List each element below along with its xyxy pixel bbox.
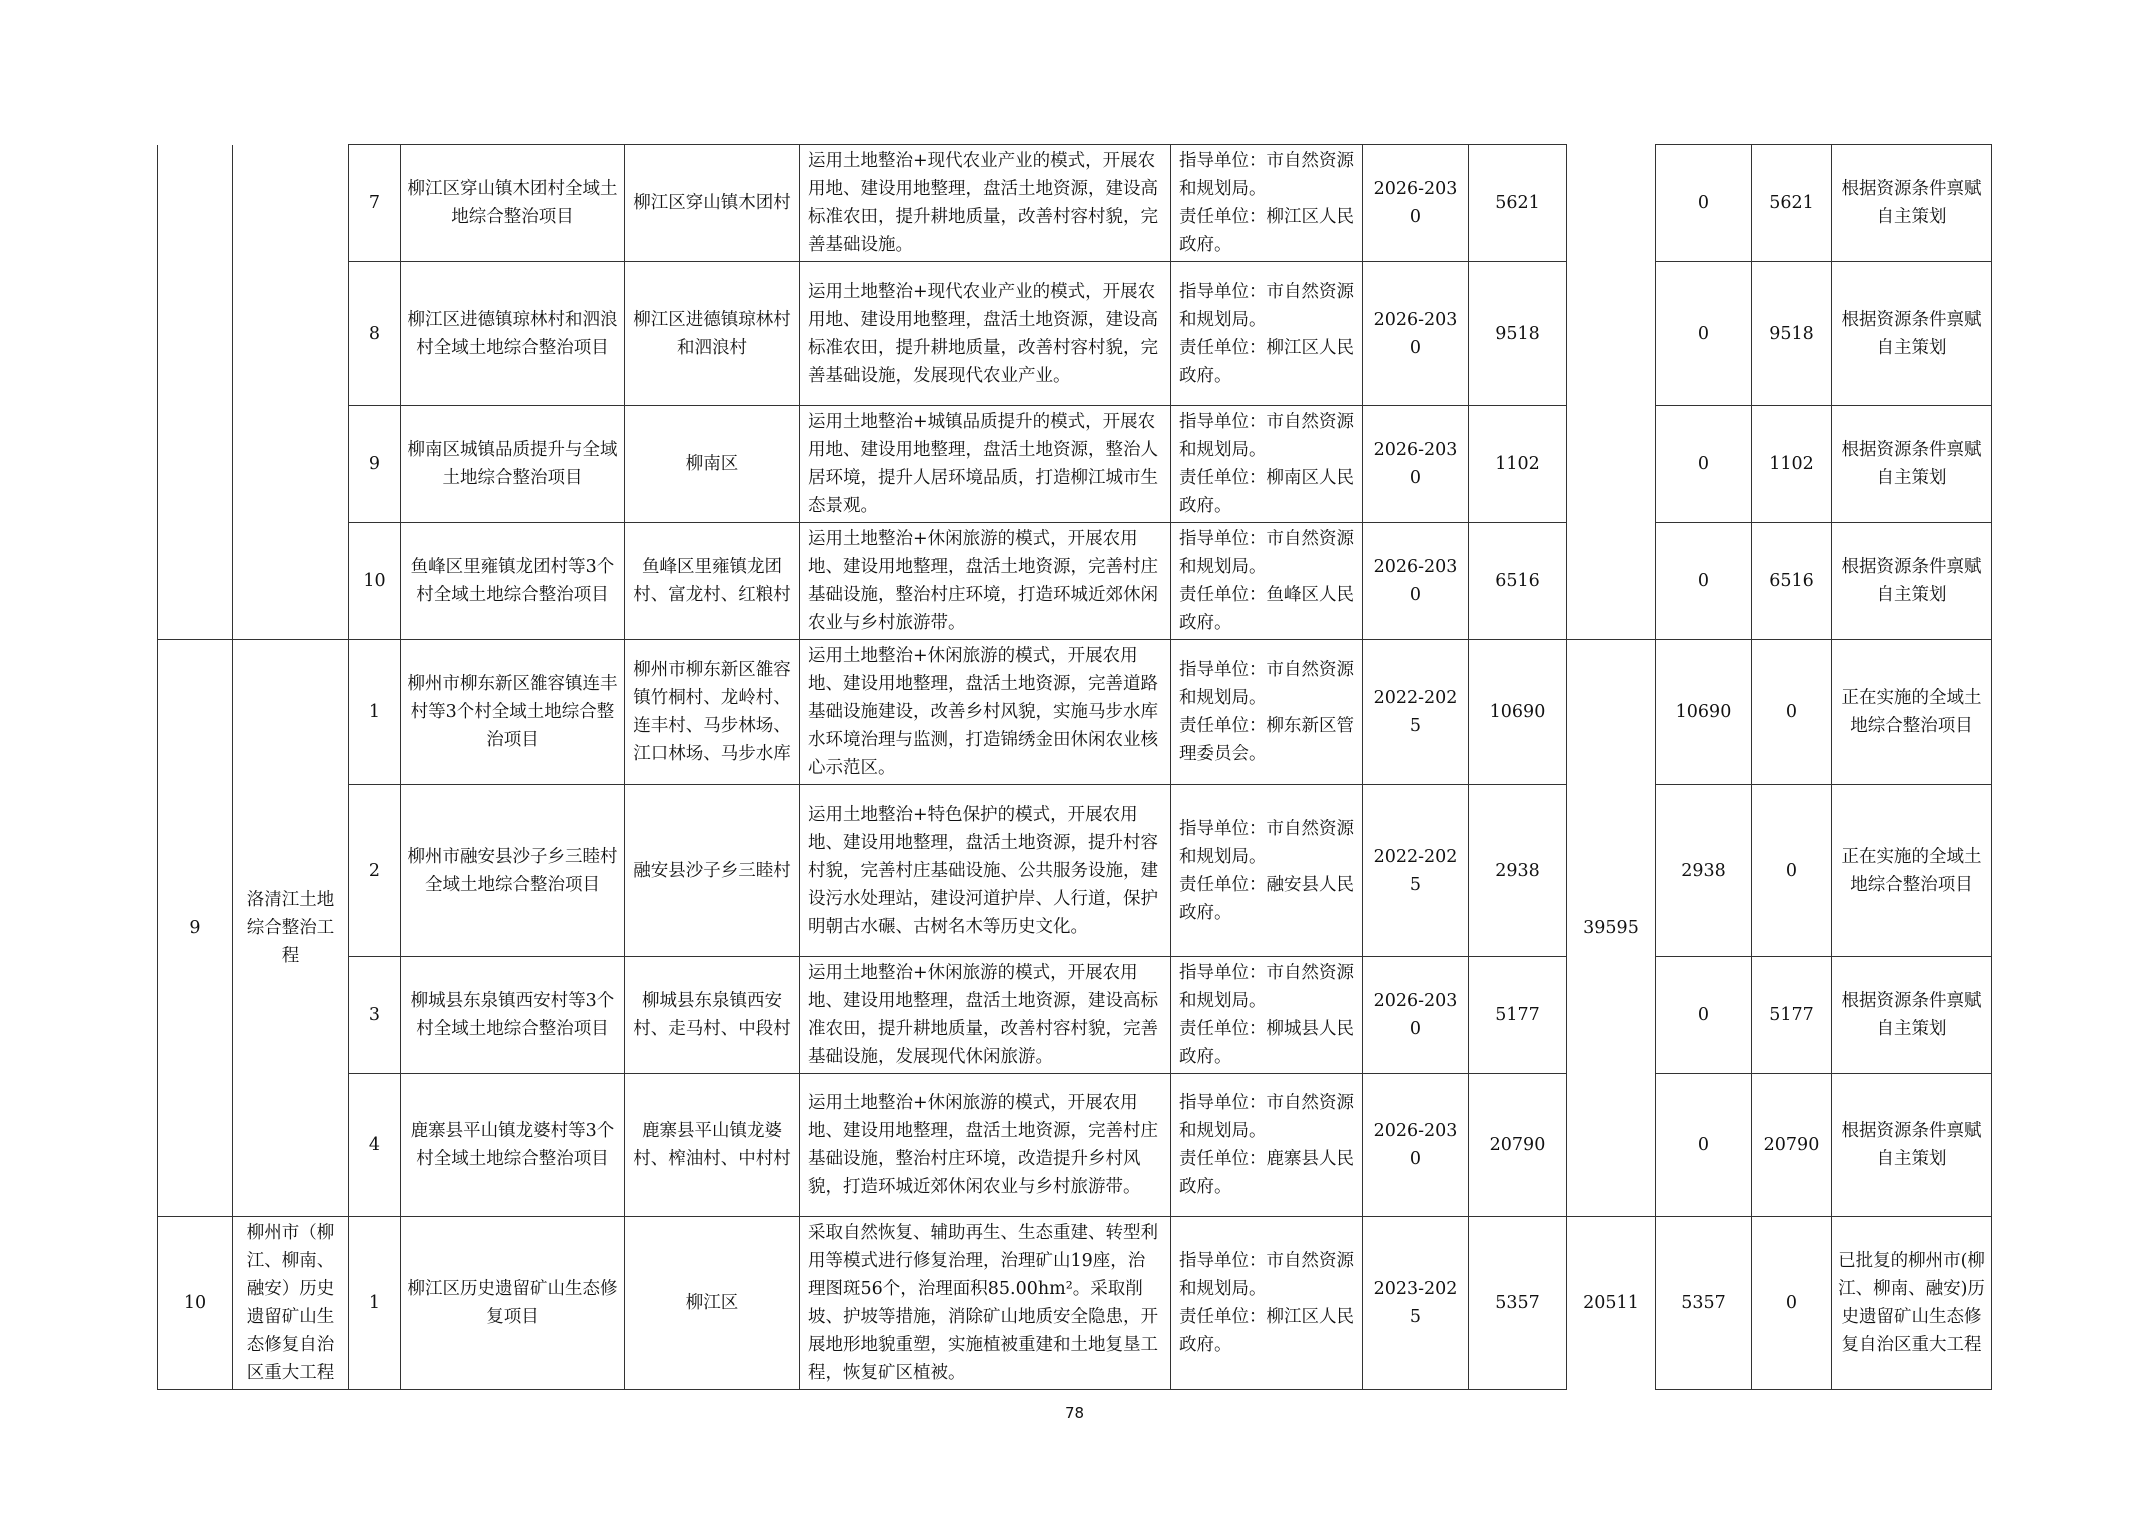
investment: 6516 xyxy=(1469,523,1567,640)
row-no: 2 xyxy=(349,785,401,957)
group-total: 20511 xyxy=(1567,1217,1656,1390)
project-location: 柳州市柳东新区雒容镇竹桐村、龙岭村、连丰村、马步林场、江口林场、马步水库 xyxy=(625,640,800,785)
investment: 5357 xyxy=(1469,1217,1567,1390)
remaining-investment: 5621 xyxy=(1752,145,1832,262)
table-row xyxy=(158,406,1992,523)
responsible-units: 指导单位：市自然资源和规划局。 责任单位：柳南区人民政府。 xyxy=(1171,406,1363,523)
project-content: 运用土地整治+休闲旅游的模式，开展农用地、建设用地整理，盘活土地资源，完善村庄基础设施，整治村庄环境，改造提升乡村风貌，打造环城近郊休闲农业与乡村旅游带。 xyxy=(800,1074,1171,1217)
project-content: 运用土地整治+休闲旅游的模式，开展农用地、建设用地整理，盘活土地资源，完善村庄基础设施，整治村庄环境，打造环城近郊休闲农业与乡村旅游带。 xyxy=(800,523,1171,640)
remark: 正在实施的全域土地综合整治项目 xyxy=(1832,785,1992,957)
project-content: 运用土地整治+城镇品质提升的模式，开展农用地、建设用地整理，盘活土地资源，整治人居环境，提升人居环境品质，打造柳江城市生态景观。 xyxy=(800,406,1171,523)
table-row xyxy=(158,785,1992,957)
period: 2026-2030 xyxy=(1363,145,1469,262)
investment: 10690 xyxy=(1469,640,1567,785)
remaining-investment: 1102 xyxy=(1752,406,1832,523)
period: 2026-2030 xyxy=(1363,406,1469,523)
project-name: 柳城县东泉镇西安村等3个村全域土地综合整治项目 xyxy=(401,957,625,1074)
period: 2026-2030 xyxy=(1363,523,1469,640)
investment: 2938 xyxy=(1469,785,1567,957)
group-seq-cell-prev xyxy=(158,145,233,640)
remark: 正在实施的全域土地综合整治项目 xyxy=(1832,640,1992,785)
remark: 根据资源条件禀赋自主策划 xyxy=(1832,262,1992,406)
table-row xyxy=(158,957,1992,1074)
project-content: 运用土地整治+休闲旅游的模式，开展农用地、建设用地整理，盘活土地资源，完善道路基础设施建设，改善乡村风貌，实施马步水库水环境治理与监测，打造锦绣金田休闲农业核心示范区。 xyxy=(800,640,1171,785)
project-name: 柳江区历史遗留矿山生态修复项目 xyxy=(401,1217,625,1390)
table-row xyxy=(158,640,1992,785)
remark: 根据资源条件禀赋自主策划 xyxy=(1832,957,1992,1074)
completed-investment: 0 xyxy=(1656,406,1752,523)
remark: 已批复的柳州市(柳江、柳南、融安)历史遗留矿山生态修复自治区重大工程 xyxy=(1832,1217,1992,1390)
project-content: 运用土地整治+现代农业产业的模式，开展农用地、建设用地整理，盘活土地资源，建设高标准农田，提升耕地质量，改善村容村貌，完善基础设施。 xyxy=(800,145,1171,262)
remaining-investment: 20790 xyxy=(1752,1074,1832,1217)
row-no: 8 xyxy=(349,262,401,406)
row-no: 9 xyxy=(349,406,401,523)
page-number: 78 xyxy=(1064,1404,1085,1422)
remark: 根据资源条件禀赋自主策划 xyxy=(1832,523,1992,640)
project-name: 柳江区进德镇琼林村和泗浪村全域土地综合整治项目 xyxy=(401,262,625,406)
project-table xyxy=(157,144,1992,1390)
project-location: 鱼峰区里雍镇龙团村、富龙村、红粮村 xyxy=(625,523,800,640)
remaining-investment: 5177 xyxy=(1752,957,1832,1074)
period: 2026-2030 xyxy=(1363,1074,1469,1217)
row-no: 7 xyxy=(349,145,401,262)
responsible-units: 指导单位：市自然资源和规划局。 责任单位：柳江区人民政府。 xyxy=(1171,1217,1363,1390)
project-name: 柳南区城镇品质提升与全域土地综合整治项目 xyxy=(401,406,625,523)
project-content: 运用土地整治+现代农业产业的模式，开展农用地、建设用地整理，盘活土地资源，建设高标准农田，提升耕地质量，改善村容村貌，完善基础设施，发展现代农业产业。 xyxy=(800,262,1171,406)
completed-investment: 0 xyxy=(1656,1074,1752,1217)
project-name: 柳州市融安县沙子乡三睦村全域土地综合整治项目 xyxy=(401,785,625,957)
project-content: 采取自然恢复、辅助再生、生态重建、转型利用等模式进行修复治理，治理矿山19座，治理图斑56个，治理面积85.00hm²。采取削坡、护坡等措施，消除矿山地质安全隐患，开展地形地貌重塑，实施植被重建和土地复垦工程，恢复矿区植被。 xyxy=(800,1217,1171,1390)
responsible-units: 指导单位：市自然资源和规划局。 责任单位：鱼峰区人民政府。 xyxy=(1171,523,1363,640)
period: 2023-2025 xyxy=(1363,1217,1469,1390)
remark: 根据资源条件禀赋自主策划 xyxy=(1832,145,1992,262)
group-name: 洛清江土地综合整治工程 xyxy=(233,640,349,1217)
project-content: 运用土地整治+特色保护的模式，开展农用地、建设用地整理，盘活土地资源，提升村容村貌，完善村庄基础设施、公共服务设施，建设污水处理站，建设河道护岸、人行道，保护明朝古水碾、古树名木等历史文化。 xyxy=(800,785,1171,957)
period: 2022-2025 xyxy=(1363,640,1469,785)
completed-investment: 2938 xyxy=(1656,785,1752,957)
row-no: 10 xyxy=(349,523,401,640)
project-location: 柳城县东泉镇西安村、走马村、中段村 xyxy=(625,957,800,1074)
period: 2022-2025 xyxy=(1363,785,1469,957)
group-seq: 9 xyxy=(158,640,233,1217)
remark: 根据资源条件禀赋自主策划 xyxy=(1832,1074,1992,1217)
completed-investment: 5357 xyxy=(1656,1217,1752,1390)
responsible-units: 指导单位：市自然资源和规划局。 责任单位：鹿寨县人民政府。 xyxy=(1171,1074,1363,1217)
completed-investment: 10690 xyxy=(1656,640,1752,785)
responsible-units: 指导单位：市自然资源和规划局。 责任单位：柳江区人民政府。 xyxy=(1171,145,1363,262)
row-no: 3 xyxy=(349,957,401,1074)
completed-investment: 0 xyxy=(1656,523,1752,640)
project-location: 柳南区 xyxy=(625,406,800,523)
project-name: 鱼峰区里雍镇龙团村等3个村全域土地综合整治项目 xyxy=(401,523,625,640)
remark: 根据资源条件禀赋自主策划 xyxy=(1832,406,1992,523)
table-row xyxy=(158,262,1992,406)
responsible-units: 指导单位：市自然资源和规划局。 责任单位：融安县人民政府。 xyxy=(1171,785,1363,957)
responsible-units: 指导单位：市自然资源和规划局。 责任单位：柳东新区管理委员会。 xyxy=(1171,640,1363,785)
completed-investment: 0 xyxy=(1656,145,1752,262)
period: 2026-2030 xyxy=(1363,262,1469,406)
row-no: 4 xyxy=(349,1074,401,1217)
investment: 5177 xyxy=(1469,957,1567,1074)
remaining-investment: 0 xyxy=(1752,640,1832,785)
project-name: 鹿寨县平山镇龙婆村等3个村全域土地综合整治项目 xyxy=(401,1074,625,1217)
investment: 5621 xyxy=(1469,145,1567,262)
investment: 20790 xyxy=(1469,1074,1567,1217)
project-location: 柳江区 xyxy=(625,1217,800,1390)
table-row xyxy=(158,145,1992,262)
investment: 1102 xyxy=(1469,406,1567,523)
table-row xyxy=(158,1217,1992,1390)
remaining-investment: 9518 xyxy=(1752,262,1832,406)
group-name-cell-prev xyxy=(233,145,349,640)
group-total: 39595 xyxy=(1567,640,1656,1217)
period: 2026-2030 xyxy=(1363,957,1469,1074)
project-location: 柳江区穿山镇木团村 xyxy=(625,145,800,262)
remaining-investment: 0 xyxy=(1752,1217,1832,1390)
responsible-units: 指导单位：市自然资源和规划局。 责任单位：柳城县人民政府。 xyxy=(1171,957,1363,1074)
responsible-units: 指导单位：市自然资源和规划局。 责任单位：柳江区人民政府。 xyxy=(1171,262,1363,406)
table-row xyxy=(158,1074,1992,1217)
remaining-investment: 6516 xyxy=(1752,523,1832,640)
remaining-investment: 0 xyxy=(1752,785,1832,957)
project-name: 柳江区穿山镇木团村全域土地综合整治项目 xyxy=(401,145,625,262)
project-location: 柳江区进德镇琼林村和泗浪村 xyxy=(625,262,800,406)
project-content: 运用土地整治+休闲旅游的模式，开展农用地、建设用地整理，盘活土地资源，建设高标准农田，提升耕地质量，改善村容村貌，完善基础设施，发展现代休闲旅游。 xyxy=(800,957,1171,1074)
project-location: 鹿寨县平山镇龙婆村、榨油村、中村村 xyxy=(625,1074,800,1217)
group-name: 柳州市（柳江、柳南、融安）历史遗留矿山生态修复自治区重大工程 xyxy=(233,1217,349,1390)
investment: 9518 xyxy=(1469,262,1567,406)
row-no: 1 xyxy=(349,1217,401,1390)
group-seq: 10 xyxy=(158,1217,233,1390)
row-no: 1 xyxy=(349,640,401,785)
table-row xyxy=(158,523,1992,640)
completed-investment: 0 xyxy=(1656,262,1752,406)
project-location: 融安县沙子乡三睦村 xyxy=(625,785,800,957)
completed-investment: 0 xyxy=(1656,957,1752,1074)
project-name: 柳州市柳东新区雒容镇连丰村等3个村全域土地综合整治项目 xyxy=(401,640,625,785)
group-total-cell-prev xyxy=(1567,145,1656,640)
